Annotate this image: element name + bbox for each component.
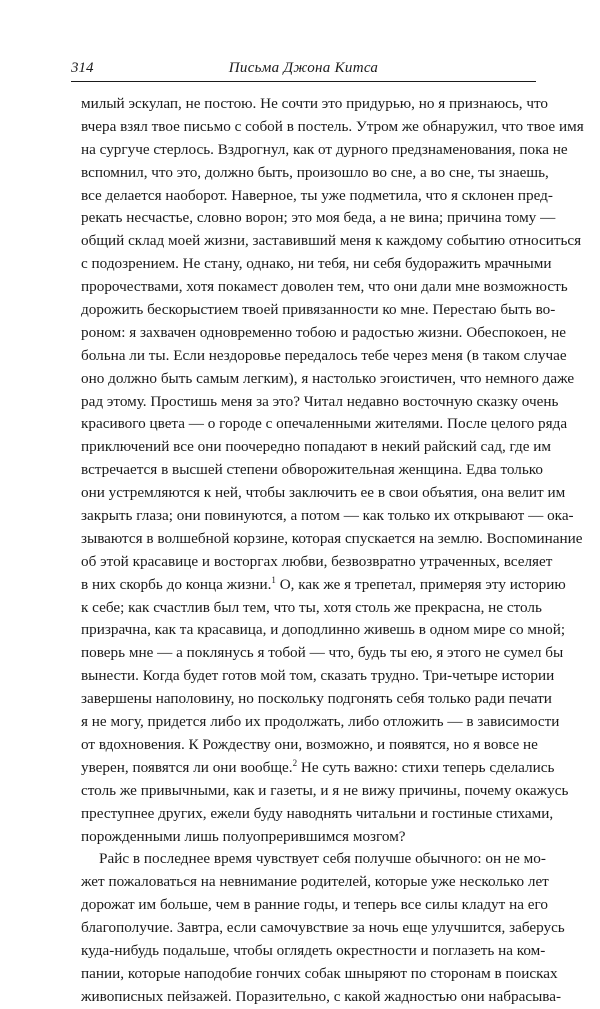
- text-line: они устремляются к ней, чтобы заключить ее в свои объятия, она велит им: [81, 484, 566, 502]
- text-line: милый эскулап, не постою. Не сочти это придурью, но я признаюсь, что: [81, 95, 549, 112]
- paragraph: [81, 93, 584, 848]
- text-line: к себе; как счастлив был тем, что ты, хотя столь же прекрасна, не столь: [81, 598, 542, 616]
- text-line: от вдохновения. К Рождеству они, возможно, и появятся, но я вовсе не: [81, 735, 538, 753]
- text-line: в них скорбь до конца жизни.$^1$ О, как же я трепетал, примеряя эту историю: [81, 574, 566, 593]
- text-line: все делается наоборот. Наверное, ты уже подметила, что я склонен пред-: [81, 186, 553, 204]
- header-rule: [71, 81, 536, 82]
- text-line: рекать несчастье, словно ворон; это моя беда, а не вина; причина тому —: [81, 209, 556, 227]
- text-line: красивого цвета — о городе с опечаленными жителями. После целого ряда: [81, 415, 568, 433]
- text-line: общий склад моей жизни, заставивший меня к каждому событию относиться: [81, 232, 582, 250]
- text-line: встречается в высшей степени обворожительная женщина. Едва только: [81, 461, 543, 479]
- text-line: я не могу, придется либо их продолжать, либо отложить — в зависимости: [81, 713, 560, 731]
- text-line: вынести. Когда будет готов мой том, сказать трудно. Три-четыре истории: [81, 667, 555, 685]
- text-line: рад этому. Простишь меня за это? Читал недавно восточную сказку очень: [81, 392, 559, 410]
- text-line: вспомнил, что это, должно быть, произошло во сне, а во сне, ты знаешь,: [81, 163, 549, 181]
- body-text: [81, 93, 584, 1009]
- text-line: Райс в последнее время чувствует себя получше обычного: он не мо-: [99, 850, 546, 868]
- text-line: поверь мне — а поклянусь я тобой — что, будь ты ею, я этого не сумел бы: [81, 644, 564, 662]
- text-line: порожденными лишь полуопрерившимся мозгом?: [81, 827, 406, 845]
- text-line: призрачна, как та красавица, и доподлинно живешь в одном мире со мной;: [81, 621, 566, 639]
- text-line: роном: я захвачен одновременно тобою и радостью жизни. Обеспокоен, не: [81, 323, 567, 341]
- text-line: с подозрением. Не стану, однако, ни тебя, ни себя будоражить мрачными: [81, 255, 552, 273]
- text-line: оно должно быть самым легким), я настолько эгоистичен, что немного даже: [81, 369, 575, 387]
- text-line: жет пожаловаться на невнимание родителей, которые уже несколько лет: [81, 873, 549, 891]
- text-line: уверен, появятся ли они вообще.$^2$ Не суть важно: стихи теперь сделались: [81, 757, 555, 776]
- text-line: больна ли ты. Если нездоровье передалось тебе через меня (в таком случае: [81, 346, 567, 364]
- text-line: пророчествами, хотя покамест доволен тем, что они дали мне возможность: [81, 278, 568, 296]
- text-line: приключений все они поочередно попадают в некий райский сад, где им: [81, 438, 552, 456]
- text-line: зываются в волшебной корзине, которая спускается на землю. Воспоминание: [81, 529, 583, 547]
- text-line: вчера взял твое письмо с собой в постель. Утром же обнаружил, что твое имя: [81, 117, 584, 135]
- text-line: завершены наполовину, но поскольку подгонять себя только ради печати: [81, 690, 552, 708]
- running-title: Письма Джона Китса: [228, 60, 379, 76]
- page-number: 314: [71, 60, 94, 76]
- running-head: [71, 60, 536, 80]
- footnote-ref: 2: [292, 757, 298, 768]
- text-line: куда-нибудь подальше, чтобы оглядеть окрестности и поглазеть на ком-: [81, 941, 546, 959]
- text-line: живописных пейзажей. Поразительно, с какой жадностью они набрасыва-: [81, 987, 562, 1005]
- text-line: пании, которые наподобие гончих собак шныряют по сторонам в поисках: [81, 964, 558, 982]
- text-line: закрыть глаза; они повинуются, а потом — как только их открывают — ока-: [81, 507, 574, 525]
- text-line: преступнее других, ежели буду наводнять читальни и гостиные стихами,: [81, 804, 554, 822]
- text-line: на сургуче стерлось. Вздрогнул, как от дурного предзнаменования, пока не: [81, 140, 568, 158]
- text-line: столь же привычными, как и газеты, и я не вижу причины, почему окажусь: [81, 781, 569, 799]
- paragraph: [81, 848, 565, 1008]
- footnote-ref: 1: [271, 574, 276, 585]
- text-line: об этой красавице и восторгах любви, безвозвратно утраченных, вселяет: [81, 552, 553, 570]
- text-line: дорожить бескорыстием твоей привязанности ко мне. Перестаю быть во-: [81, 301, 556, 319]
- text-line: благополучие. Завтра, если самочувствие за ночь еще улучшится, заберусь: [81, 919, 565, 937]
- text-line: дорожат им больше, чем в ранние годы, и теперь все силы кладут на его: [81, 896, 548, 914]
